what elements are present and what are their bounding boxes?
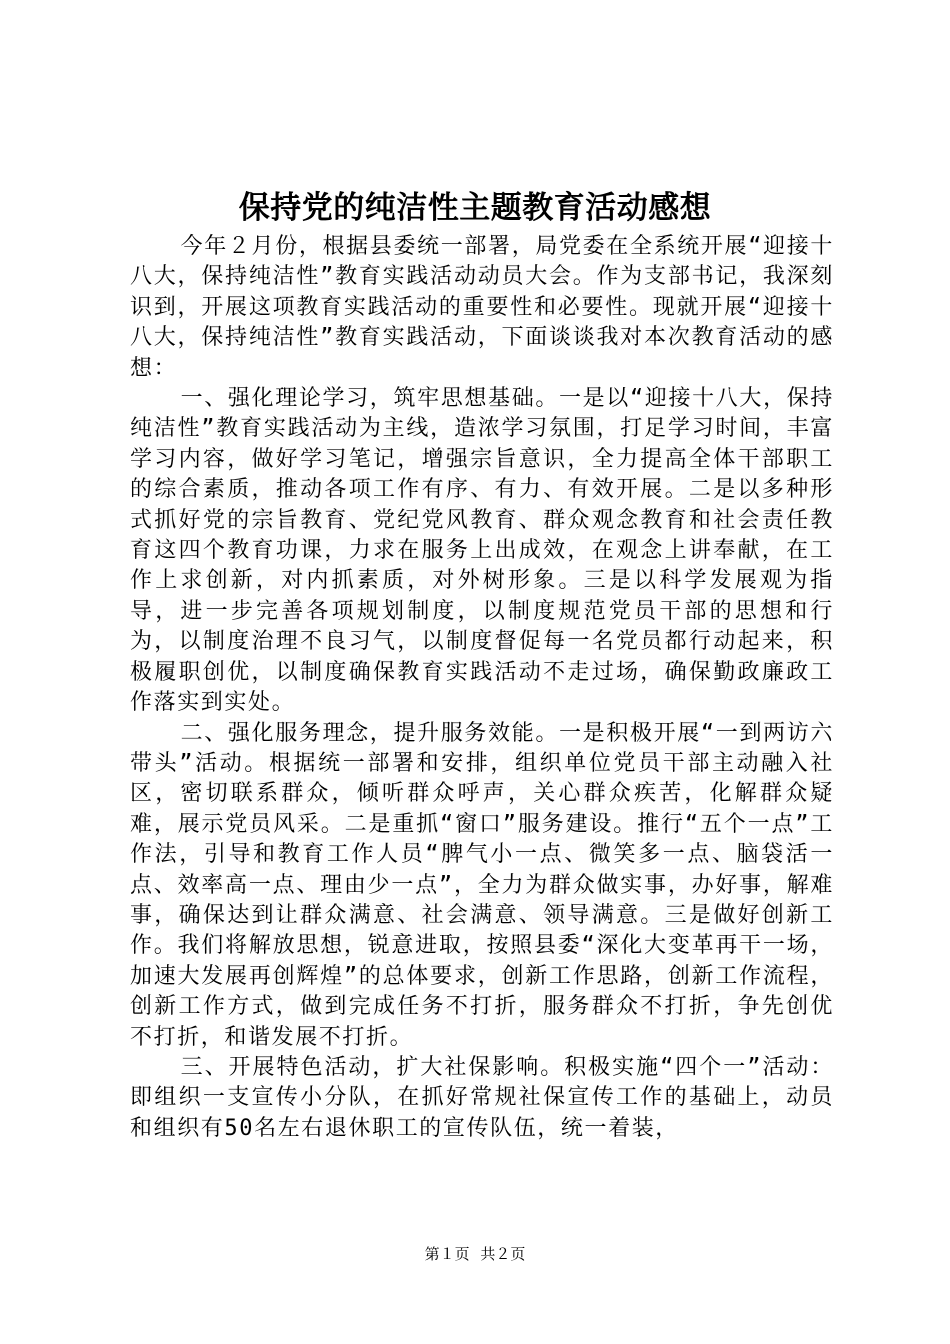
page-number: 第１页 — [424, 1245, 470, 1263]
paragraph-section-2: 二、强化服务理念，提升服务效能。一是积极开展“一到两访六带头”活动。根据统一部署和安排，组织单位党员干部主动融入社区，密切联系群众，倾听群众呼声，关心群众疾苦，化解群众疑难，展示党员风采。二是重抓“窗口”服务建设。推行“五个一点”工作法，引导和教育工作人员“脾气小一点、微笑多一点、脑袋活一点、效率高一点、理由少一点”，全力为群众做实事，办好事，解难事，确保达到让群众满意、社会满意、领导满意。三是做好创新工作。我们将解放思想，锐意进取，按照县委“深化大变革再干一场，加速大发展再创辉煌”的总体要求，创新工作思路，创新工作流程，创新工作方式，做到完成任务不打折，服务群众不打折，争先创优不打折，和谐发展不打折。 — [130, 720, 835, 1050]
paragraph-section-1: 一、强化理论学习，筑牢思想基础。一是以“迎接十八大，保持纯洁性”教育实践活动为主线，造浓学习氛围，打足学习时间，丰富学习内容，做好学习笔记，增强宗旨意识，全力提高全体干部职工的综合素质，推动各项工作有序、有力、有效开展。二是以多种形式抓好党的宗旨教育、党纪党风教育、群众观念教育和社会责任教育这四个教育功课，力求在服务上出成效，在观念上讲奉献，在工作上求创新，对内抓素质，对外树形象。三是以科学发展观为指导，进一步完善各项规划制度，以制度规范党员干部的思想和行为，以制度治理不良习气，以制度督促每一名党员都行动起来，积极履职创优，以制度确保教育实践活动不走过场，确保勤政廉政工作落实到实处。 — [130, 386, 834, 716]
page-total: 共２页 — [480, 1245, 526, 1263]
paragraph-section-3: 三、开展特色活动，扩大社保影响。积极实施“四个一”活动：即组织一支宣传小分队，在抓好常规社保宣传工作的基础上，动员和组织有50名左右退休职工的宣传队伍，统一着装， — [130, 1054, 834, 1141]
page-footer — [0, 1244, 950, 1264]
document-title: 保持党的纯洁性主题教育活动感想 — [238, 190, 712, 226]
document-body — [130, 232, 834, 1144]
paragraph-intro: 今年２月份，根据县委统一部署，局党委在全系统开展“迎接十八大，保持纯洁性”教育实践活动动员大会。作为支部书记，我深刻识到，开展这项教育实践活动的重要性和必要性。现就开展“迎接十八大，保持纯洁性”教育实践活动，下面谈谈我对本次教育活动的感想： — [130, 234, 834, 381]
